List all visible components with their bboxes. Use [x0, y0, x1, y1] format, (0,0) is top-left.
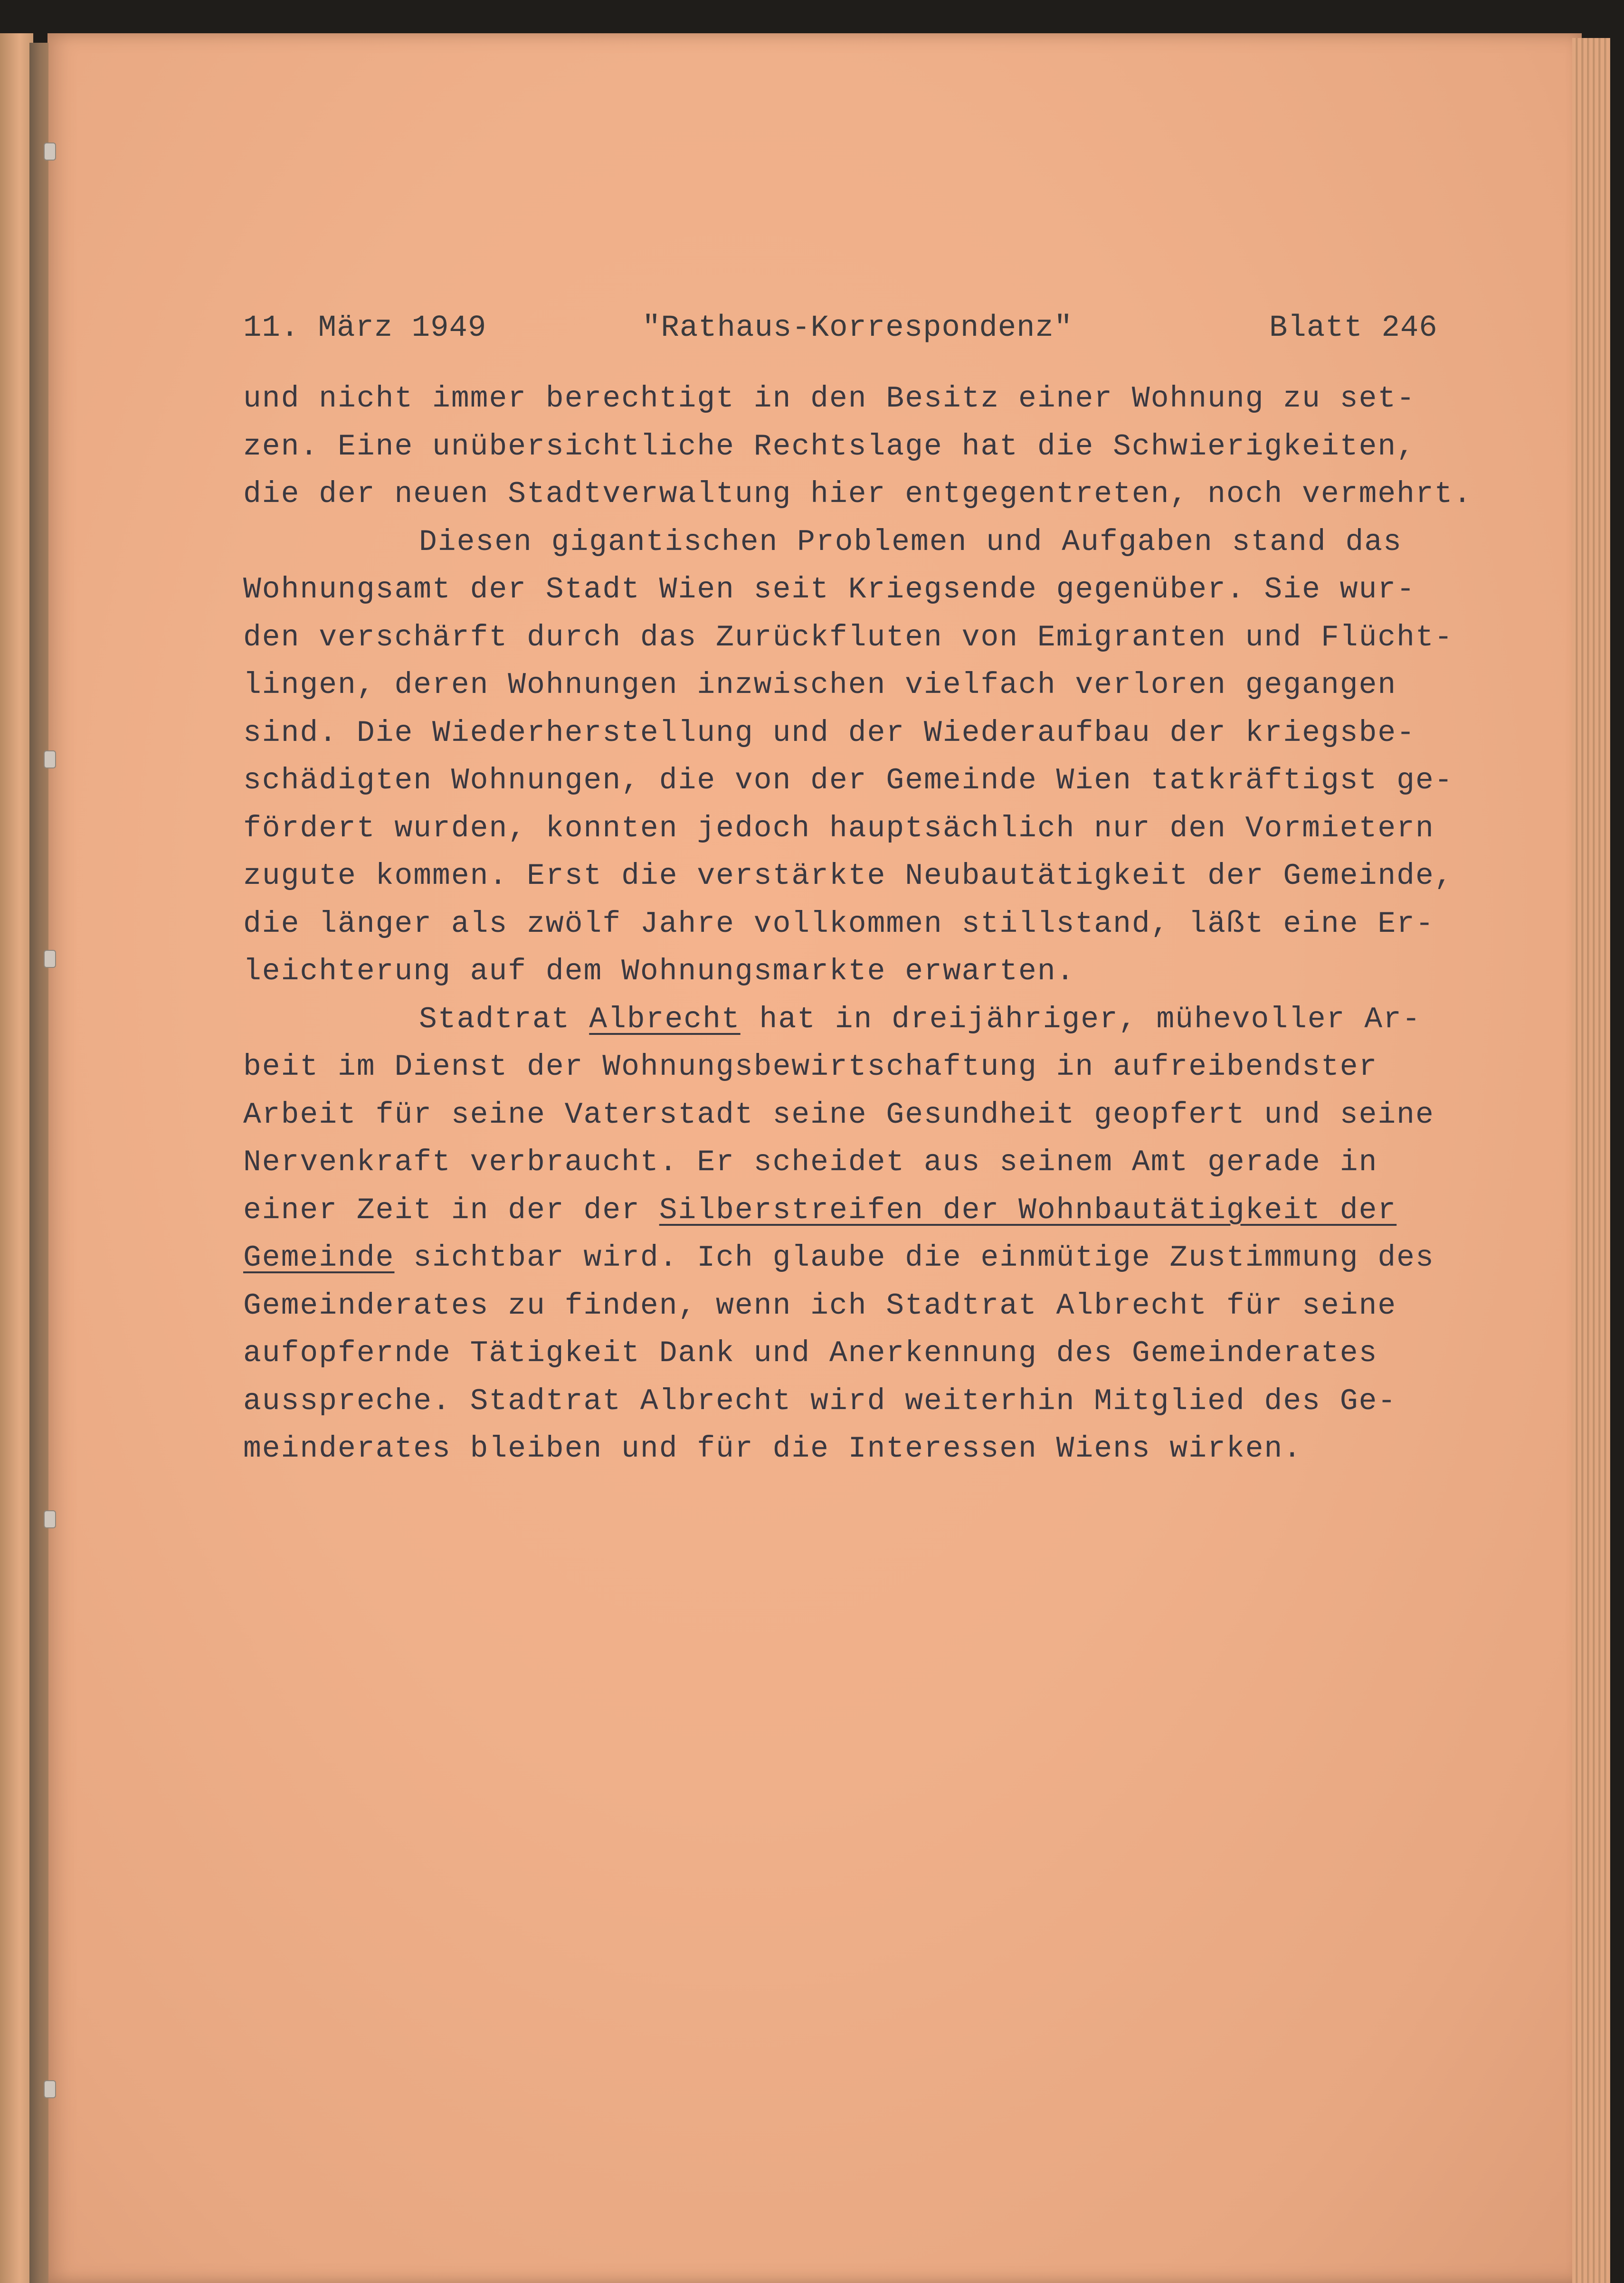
text-span: sichtbar wird. Ich glaube die einmütige Zustimmung des: [394, 1241, 1434, 1275]
text-span: Stadtrat: [419, 1002, 589, 1036]
text-line: Arbeit für seine Vaterstadt seine Gesundheit geopfert und seine: [243, 1098, 1434, 1132]
header-date: 11. März 1949: [243, 311, 487, 345]
text-line: den verschärft durch das Zurückfluten von Emigranten und Flücht-: [243, 620, 1453, 654]
text-line: meinderates bleiben und für die Interessen Wiens wirken.: [243, 1432, 1302, 1466]
text-line: lingen, deren Wohnungen inzwischen vielfach verloren gegangen: [243, 668, 1397, 702]
text-line: leichterung auf dem Wohnungsmarkte erwarten.: [243, 955, 1075, 988]
binding-stitch: [44, 1510, 56, 1528]
text-line: [243, 1187, 1545, 1235]
text-line: Nervenkraft verbraucht. Er scheidet aus seinem Amt gerade in: [243, 1146, 1378, 1179]
text-line: beit im Dienst der Wohnungsbewirtschaftung in aufreibendster: [243, 1050, 1378, 1084]
text-line: ausspreche. Stadtrat Albrecht wird weiterhin Mitglied des Ge-: [243, 1384, 1397, 1418]
underlined-name: Albrecht: [589, 1002, 741, 1036]
binding-gutter: [29, 43, 48, 2283]
text-line: die länger als zwölf Jahre vollkommen stillstand, läßt eine Er-: [243, 907, 1434, 941]
text-line: zen. Eine unübersichtliche Rechtslage hat die Schwierigkeiten,: [243, 429, 1415, 464]
underlined-phrase: Silberstreifen der Wohnbautätigkeit der: [659, 1193, 1397, 1227]
underlined-phrase: Gemeinde: [243, 1241, 395, 1275]
binding-stitch: [44, 142, 56, 161]
text-line: [243, 996, 1545, 1044]
text-line: Wohnungsamt der Stadt Wien seit Kriegsende gegenüber. Sie wur-: [243, 573, 1415, 606]
left-page-edge: [0, 33, 33, 2283]
text-line: sind. Die Wiederherstellung und der Wiederaufbau der kriegsbe-: [243, 716, 1415, 750]
text-line: schädigten Wohnungen, die von der Gemeinde Wien tatkräftigst ge-: [243, 764, 1453, 797]
text-line: [243, 1234, 1545, 1282]
text-line: die der neuen Stadtverwaltung hier entgegentreten, noch vermehrt.: [243, 477, 1472, 511]
text-span: einer Zeit in der der: [243, 1193, 659, 1227]
text-line: Diesen gigantischen Problemen und Aufgaben stand das: [419, 525, 1402, 559]
document-body: [243, 375, 1545, 1473]
page-header: [243, 311, 1450, 349]
header-sheet-number: Blatt 246: [1269, 311, 1438, 345]
text-line: aufopfernde Tätigkeit Dank und Anerkennung des Gemeinderates: [243, 1336, 1378, 1370]
text-line: und nicht immer berechtigt in den Besitz einer Wohnung zu set-: [243, 382, 1415, 416]
text-line: fördert wurden, konnten jedoch hauptsächlich nur den Vormietern: [243, 811, 1434, 845]
header-title: "Rathaus-Korrespondenz": [642, 311, 1073, 345]
page-edge-stack: [1572, 38, 1610, 2283]
text-line: Gemeinderates zu finden, wenn ich Stadtrat Albrecht für seine: [243, 1288, 1397, 1323]
text-line: zugute kommen. Erst die verstärkte Neubautätigkeit der Gemeinde,: [243, 859, 1453, 893]
binding-stitch: [44, 2080, 56, 2098]
binding-stitch: [44, 750, 56, 768]
binding-stitch: [44, 950, 56, 968]
text-span: hat in dreijähriger, mühevoller Ar-: [740, 1002, 1421, 1036]
